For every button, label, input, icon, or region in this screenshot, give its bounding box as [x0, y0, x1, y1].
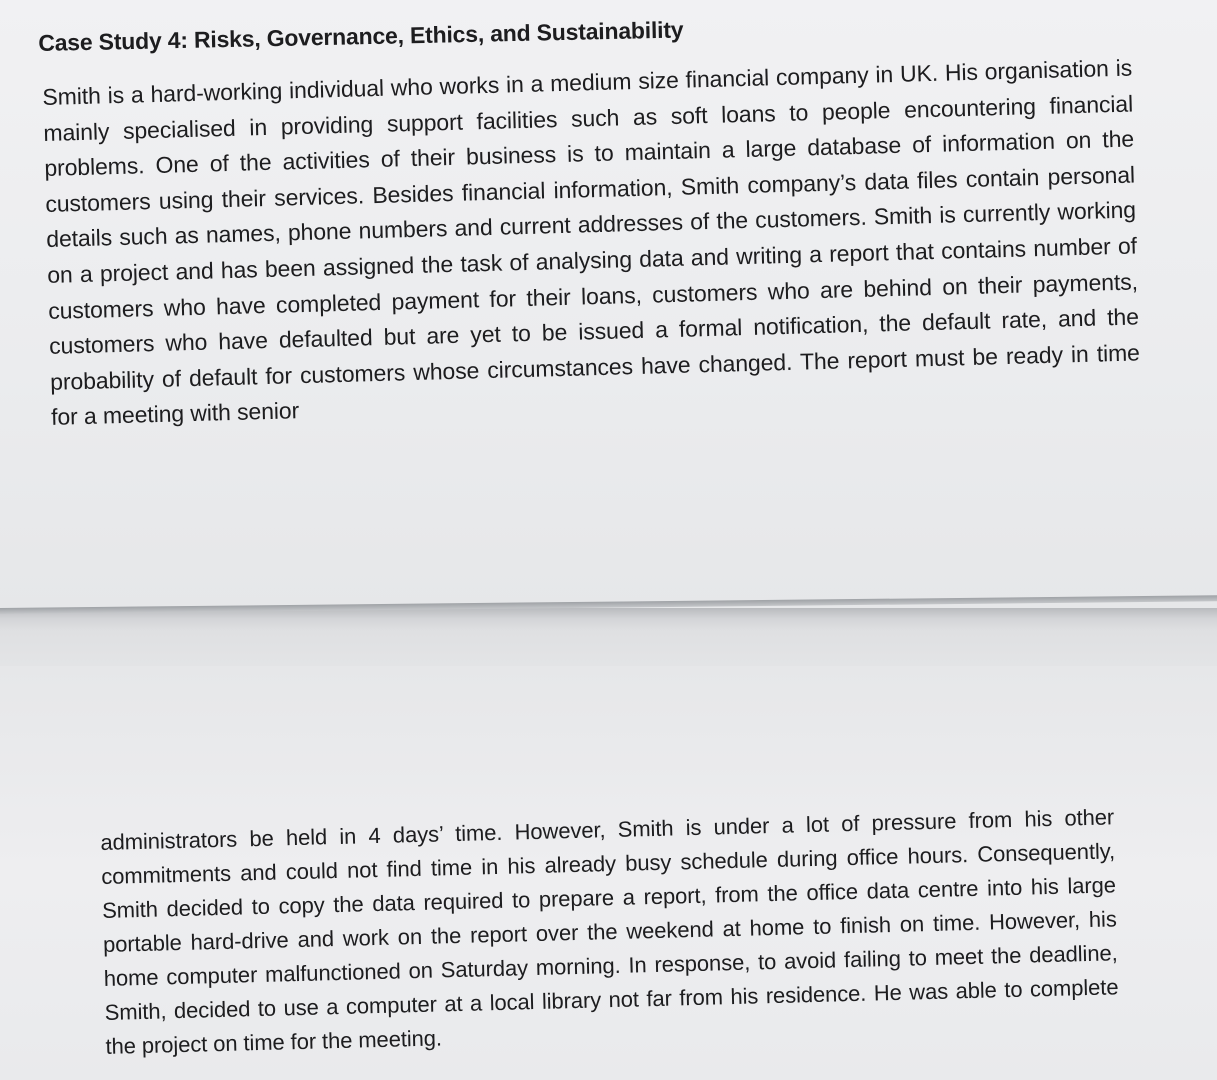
case-study-title: Case Study 4: Risks, Governance, Ethics, and Sustainability	[38, 16, 684, 56]
page-break	[0, 608, 1217, 666]
case-study-paragraph-part2: administrators be held in 4 days’ time. However, Smith is under a lot of pressure from his other commitments and could not find time in his already busy schedule during office hours. Consequently, Smith decided to copy the data required to prepare a report, from the office data centre into his large portable hard-drive and work on the report over the weekend at home to finish on time. However, his home computer malfunctioned on Saturday morning. In response, to avoid failing to meet the deadline, Smith, decided to use a computer at a local library not far from his residence. He was able to complete the project on time for the meeting.	[100, 804, 1119, 1059]
case-study-paragraph-part1: Smith is a hard-working individual who works in a medium size financial company in UK. His organisation is mainly specialised in providing support facilities such as soft loans to people encountering financial problems. One of the activities of their business is to maintain a large database of information on the customers using their services. Besides financial information, Smith company’s data files contain personal details such as names, phone numbers and current addresses of the customers. Smith is currently working on a project and has been assigned the task of analysing data and writing a report that contains number of customers who have completed payment for their loans, customers who are behind on their payments, customers who have defaulted but are yet to be issued a formal notification, the default rate, and the probability of default for customers whose circumstances have changed. The report must be ready in time for a meeting with senior	[42, 54, 1141, 431]
